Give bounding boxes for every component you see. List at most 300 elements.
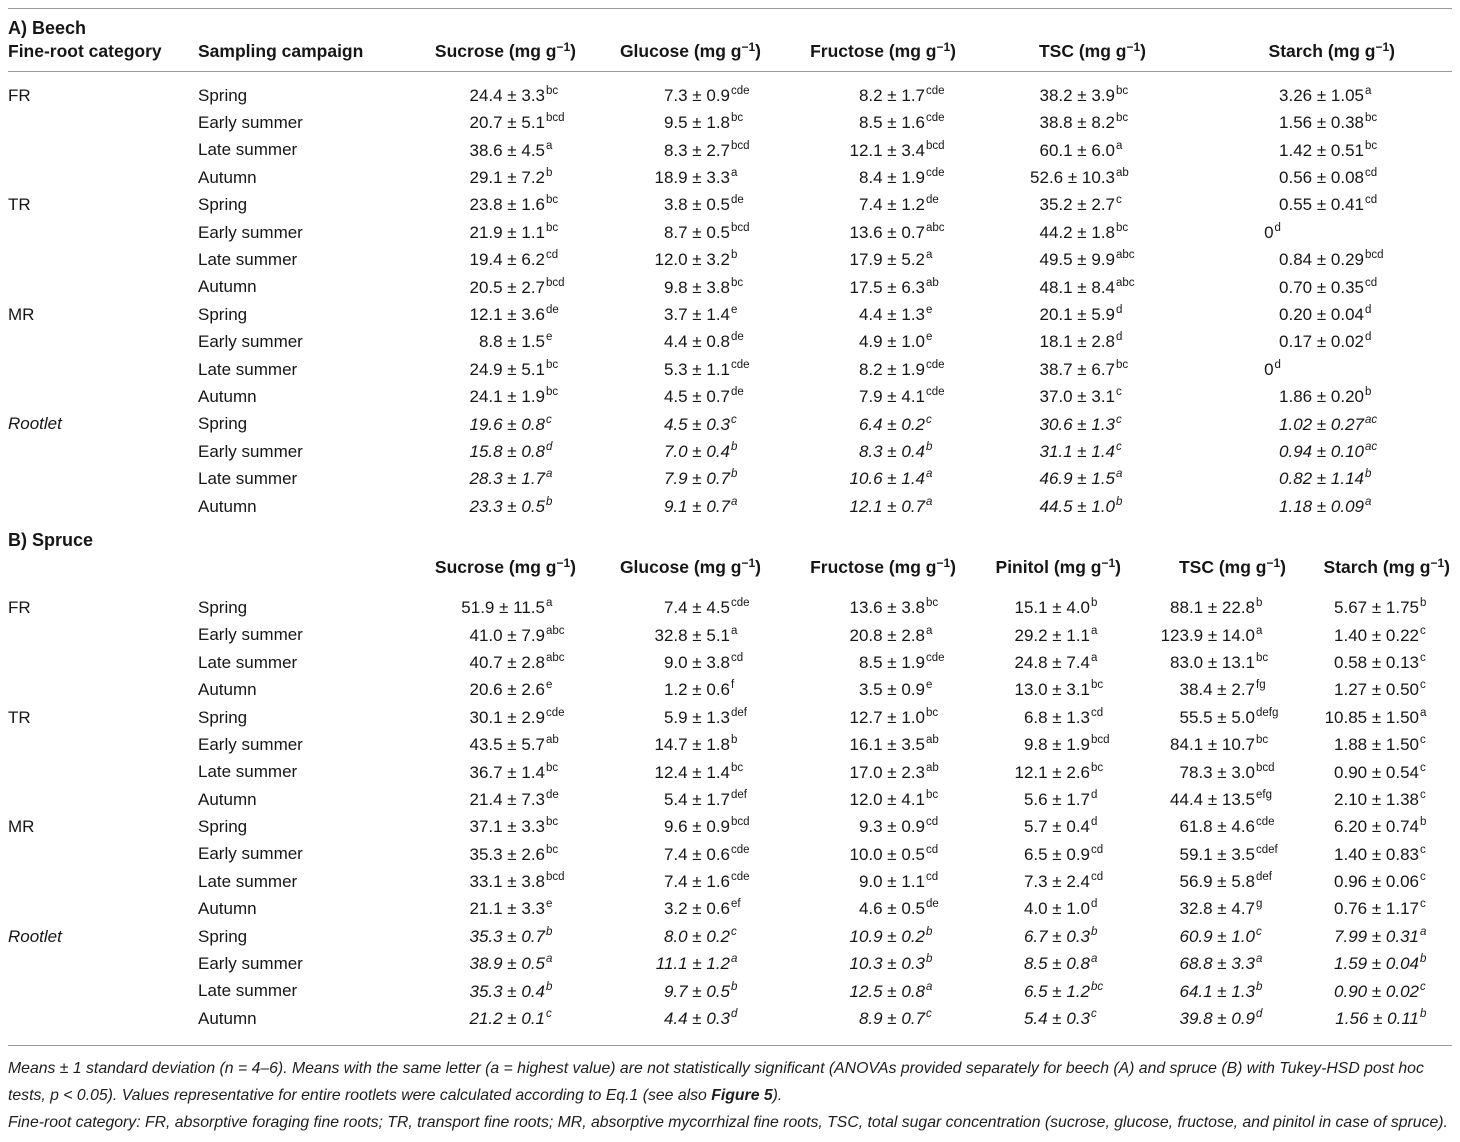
value-cell: 9.0 ± 1.1 cd — [763, 868, 958, 895]
significance-letter: b — [731, 980, 738, 993]
value-cell: 21.9 ± 1.1 bc — [403, 219, 578, 246]
significance-letter: a — [926, 624, 933, 637]
value-cell: 88.1 ± 22.8 b — [1123, 584, 1288, 621]
value-cell: 55.5 ± 5.0 defg — [1123, 704, 1288, 731]
significance-letter: ab — [926, 276, 939, 289]
value-cell: 10.85 ± 1.50 a — [1288, 704, 1452, 731]
significance-letter: de — [546, 304, 559, 317]
value-cell: 10.6 ± 1.4 a — [763, 465, 958, 492]
value-cell: 38.7 ± 6.7 bc — [958, 356, 1148, 383]
significance-letter: b — [1420, 597, 1427, 610]
value-cell: 33.1 ± 3.8 bcd — [403, 868, 578, 895]
significance-letter: def — [1256, 871, 1272, 884]
value-cell: 37.1 ± 3.3 bc — [403, 813, 578, 840]
value-cell: 7.4 ± 1.2 de — [763, 192, 958, 219]
value-cell: 8.0 ± 0.2 c — [578, 923, 763, 950]
sampling-campaign-cell: Autumn — [198, 1008, 257, 1028]
value-cell: 0.56 ± 0.08 cd — [1148, 164, 1452, 191]
sampling-campaign-cell: Early summer — [198, 954, 303, 974]
value-cell: 24.4 ± 3.3 bc — [403, 72, 578, 110]
significance-letter: d — [1116, 304, 1123, 317]
value-cell: 7.4 ± 4.5 cde — [578, 584, 763, 621]
value-cell: 0.90 ± 0.02 c — [1288, 978, 1452, 1005]
significance-letter: bc — [1116, 112, 1129, 125]
value-cell: 11.1 ± 1.2 a — [578, 950, 763, 977]
significance-letter: bc — [1365, 139, 1378, 152]
significance-letter: abc — [546, 624, 565, 637]
value-cell: 38.2 ± 3.9 bc — [958, 72, 1148, 110]
significance-letter: fg — [1256, 679, 1266, 692]
value-cell: 10.9 ± 0.2 b — [763, 923, 958, 950]
value-cell: 7.99 ± 0.31 a — [1288, 923, 1452, 950]
significance-letter: a — [546, 597, 553, 610]
significance-letter: cde — [926, 84, 945, 97]
value-cell: 0.55 ± 0.41 cd — [1148, 192, 1452, 219]
significance-letter: b — [1365, 386, 1372, 399]
fine-root-category-cell — [8, 978, 198, 1005]
column-header-fine-root-category: Fine-root category — [8, 41, 198, 72]
table-row — [8, 622, 1452, 649]
value-cell: 9.1 ± 0.7 a — [578, 493, 763, 520]
fine-root-category-cell — [8, 109, 198, 136]
significance-letter: cd — [731, 651, 744, 664]
significance-letter: b — [1256, 597, 1263, 610]
fine-root-category-cell: Rootlet — [8, 926, 62, 946]
value-cell: 3.26 ± 1.05 a — [1148, 72, 1452, 110]
fine-root-category-cell — [8, 137, 198, 164]
value-cell: 4.6 ± 0.5 de — [763, 896, 958, 923]
fine-root-category-cell: TR — [8, 195, 31, 215]
column-header-fructose: Fructose (mg $g^{-1}$) — [810, 556, 956, 578]
value-cell: 10.3 ± 0.3 b — [763, 950, 958, 977]
significance-letter: a — [1256, 624, 1263, 637]
significance-letter: bc — [1091, 980, 1104, 993]
significance-letter: c — [1420, 871, 1426, 884]
significance-letter: bc — [926, 788, 939, 801]
value-cell: 38.8 ± 8.2 bc — [958, 109, 1148, 136]
significance-letter: e — [731, 304, 738, 317]
spruce-table — [8, 553, 1452, 1032]
value-cell: 0.82 ± 1.14 b — [1148, 465, 1452, 492]
section-title-beech: A) Beech — [8, 18, 87, 38]
value-cell: 6.5 ± 0.9 cd — [958, 841, 1123, 868]
significance-letter: c — [1116, 386, 1122, 399]
value-cell: 7.4 ± 1.6 cde — [578, 868, 763, 895]
significance-letter: bc — [1091, 679, 1104, 692]
value-cell: 8.5 ± 0.8 a — [958, 950, 1123, 977]
top-divider — [8, 8, 1452, 9]
significance-letter: e — [926, 679, 933, 692]
significance-letter: c — [1116, 441, 1122, 453]
value-cell: 84.1 ± 10.7 bc — [1123, 731, 1288, 758]
footnote-abbreviations: Fine-root category: FR, absorptive foraging fine roots; TR, transport fine roots; MR, absorptive mycorrhizal fine roots, TSC, total sugar concentration (sucrose, glucose, fructose, and pinitol in case of spruce). — [8, 1113, 1448, 1131]
significance-letter: b — [1091, 925, 1098, 938]
significance-letter: abc — [1116, 249, 1135, 262]
significance-letter: cd — [926, 843, 939, 856]
value-cell: 16.1 ± 3.5 ab — [763, 731, 958, 758]
significance-letter: b — [546, 925, 553, 938]
table-row — [8, 301, 1452, 328]
significance-letter: bc — [1091, 761, 1104, 774]
value-cell: 1.86 ± 0.20 b — [1148, 383, 1452, 410]
value-cell: 8.5 ± 1.6 cde — [763, 109, 958, 136]
sampling-campaign-cell: Late summer — [198, 871, 298, 891]
value-cell: 6.8 ± 1.3 cd — [958, 704, 1123, 731]
table-row — [8, 896, 1452, 923]
value-cell: 35.3 ± 0.4 b — [403, 978, 578, 1005]
fine-root-category-cell — [8, 493, 198, 520]
value-cell: 40.7 ± 2.8 abc — [403, 649, 578, 676]
significance-letter: de — [731, 331, 744, 344]
value-cell: 7.3 ± 2.4 cd — [958, 868, 1123, 895]
significance-letter: cde — [731, 358, 750, 371]
significance-letter: b — [926, 925, 933, 938]
value-cell: 9.8 ± 1.9 bcd — [958, 731, 1123, 758]
significance-letter: de — [926, 194, 939, 207]
significance-letter: b — [1420, 953, 1427, 966]
value-cell: 68.8 ± 3.3 a — [1123, 950, 1288, 977]
value-cell: 12.0 ± 4.1 bc — [763, 786, 958, 813]
fine-root-category-cell — [8, 274, 198, 301]
significance-letter: cd — [1365, 167, 1378, 180]
significance-letter: c — [926, 413, 932, 426]
value-cell: 5.6 ± 1.7 d — [958, 786, 1123, 813]
value-cell: 44.2 ± 1.8 bc — [958, 219, 1148, 246]
significance-letter: b — [731, 734, 738, 747]
significance-letter: bc — [926, 597, 939, 610]
value-cell: 7.3 ± 0.9 cde — [578, 72, 763, 110]
significance-letter: d — [1256, 1008, 1263, 1021]
value-cell: 4.9 ± 1.0 e — [763, 329, 958, 356]
significance-letter: bcd — [546, 276, 565, 289]
significance-letter: a — [1256, 953, 1263, 966]
significance-letter: d — [1091, 898, 1098, 911]
table-row — [8, 246, 1452, 273]
significance-letter: g — [1256, 898, 1263, 911]
value-cell: 8.7 ± 0.5 bcd — [578, 219, 763, 246]
value-cell: 30.1 ± 2.9 cde — [403, 704, 578, 731]
significance-letter: c — [1420, 898, 1426, 911]
significance-letter: b — [1420, 816, 1427, 829]
significance-letter: bc — [731, 276, 744, 289]
fine-root-category-cell — [8, 465, 198, 492]
fine-root-category-cell: MR — [8, 304, 35, 324]
value-cell: 20.8 ± 2.8 a — [763, 622, 958, 649]
value-cell: 4.4 ± 0.8 de — [578, 329, 763, 356]
table-row — [8, 109, 1452, 136]
table-row — [8, 493, 1452, 520]
significance-letter: b — [926, 441, 933, 453]
column-header-sampling-campaign: Sampling campaign — [198, 41, 403, 72]
value-cell: 3.5 ± 0.9 e — [763, 676, 958, 703]
significance-letter: e — [546, 679, 553, 692]
table-row — [8, 584, 1452, 621]
significance-letter: a — [546, 139, 553, 152]
value-cell: 0.84 ± 0.29 bcd — [1148, 246, 1452, 273]
table-row — [8, 192, 1452, 219]
table-row — [8, 137, 1452, 164]
sampling-campaign-cell: Early summer — [198, 113, 303, 133]
significance-letter: bcd — [546, 871, 565, 884]
fine-root-category-cell: FR — [8, 85, 31, 105]
value-cell: 1.56 ± 0.38 bc — [1148, 109, 1452, 136]
value-cell: 29.2 ± 1.1 a — [958, 622, 1123, 649]
value-cell: 2.10 ± 1.38 c — [1288, 786, 1452, 813]
section-title-spruce: B) Spruce — [8, 530, 94, 551]
sampling-campaign-cell: Autumn — [198, 167, 257, 187]
value-cell: 3.7 ± 1.4 e — [578, 301, 763, 328]
value-cell: 44.4 ± 13.5 efg — [1123, 786, 1288, 813]
value-cell: 1.18 ± 0.09 a — [1148, 493, 1452, 520]
significance-letter: ab — [546, 734, 559, 747]
sampling-campaign-cell: Early summer — [198, 332, 303, 352]
value-cell: 8.9 ± 0.7 c — [763, 1005, 958, 1032]
significance-letter: a — [1091, 651, 1098, 664]
significance-letter: a — [546, 953, 553, 966]
column-header-blank-campaign — [198, 553, 403, 584]
column-header-starch: Starch (mg $g^{-1}$) — [1148, 41, 1452, 72]
value-cell: 21.4 ± 7.3 de — [403, 786, 578, 813]
sampling-campaign-cell: Late summer — [198, 250, 298, 270]
fine-root-category-cell — [8, 786, 198, 813]
value-cell: 17.9 ± 5.2 a — [763, 246, 958, 273]
table-row — [8, 731, 1452, 758]
significance-letter: c — [1420, 843, 1426, 856]
value-cell: 49.5 ± 9.9 abc — [958, 246, 1148, 273]
significance-letter: bcd — [926, 139, 945, 152]
significance-letter: f — [731, 679, 735, 692]
value-cell: 18.9 ± 3.3 a — [578, 164, 763, 191]
value-cell: 3.2 ± 0.6 ef — [578, 896, 763, 923]
significance-letter: cde — [731, 84, 750, 97]
fine-root-category-cell: MR — [8, 817, 35, 837]
significance-letter: cd — [1365, 194, 1378, 207]
value-cell: 52.6 ± 10.3 ab — [958, 164, 1148, 191]
fine-root-category-cell — [8, 841, 198, 868]
significance-letter: cd — [1365, 276, 1378, 289]
value-cell: 6.5 ± 1.2 bc — [958, 978, 1123, 1005]
significance-letter: a — [1091, 953, 1098, 966]
value-cell: 29.1 ± 7.2 b — [403, 164, 578, 191]
sampling-campaign-cell: Late summer — [198, 469, 298, 489]
significance-letter: de — [731, 386, 744, 399]
table-row — [8, 329, 1452, 356]
value-cell: 8.3 ± 2.7 bcd — [578, 137, 763, 164]
value-cell: 39.8 ± 0.9 d — [1123, 1005, 1288, 1032]
column-header-pinitol: Pinitol (mg $g^{-1}$) — [995, 556, 1121, 578]
significance-letter: bcd — [731, 816, 750, 829]
sampling-campaign-cell: Early summer — [198, 625, 303, 645]
table-row — [8, 274, 1452, 301]
significance-letter: cde — [731, 597, 750, 610]
value-cell: 8.2 ± 1.7 cde — [763, 72, 958, 110]
value-cell: 59.1 ± 3.5 cdef — [1123, 841, 1288, 868]
significance-letter: b — [1116, 495, 1123, 508]
value-cell: 9.0 ± 3.8 cd — [578, 649, 763, 676]
significance-letter: de — [926, 898, 939, 911]
value-cell: 9.6 ± 0.9 bcd — [578, 813, 763, 840]
significance-letter: c — [1420, 788, 1426, 801]
value-cell: 17.0 ± 2.3 ab — [763, 759, 958, 786]
significance-letter: bcd — [731, 221, 750, 234]
value-cell: 38.9 ± 0.5 a — [403, 950, 578, 977]
value-cell: 13.0 ± 3.1 bc — [958, 676, 1123, 703]
value-cell: 4.5 ± 0.7 de — [578, 383, 763, 410]
value-cell: 15.8 ± 0.8 d — [403, 438, 578, 465]
sampling-campaign-cell: Spring — [198, 85, 248, 105]
significance-letter: b — [731, 468, 738, 481]
significance-letter: a — [546, 468, 553, 481]
significance-letter: cd — [1091, 706, 1104, 719]
footnotes — [8, 1045, 1452, 1136]
sampling-campaign-cell: Late summer — [198, 140, 298, 160]
table-row — [8, 219, 1452, 246]
significance-letter: c — [1256, 925, 1262, 938]
significance-letter: b — [546, 495, 553, 508]
value-cell: 0.20 ± 0.04 d — [1148, 301, 1452, 328]
value-cell: 5.4 ± 1.7 def — [578, 786, 763, 813]
column-header-tsc: TSC (mg $g^{-1}$) — [1178, 556, 1286, 578]
significance-letter: a — [926, 249, 933, 262]
fine-root-category-cell — [8, 676, 198, 703]
fine-root-category-cell — [8, 329, 198, 356]
value-cell: 1.40 ± 0.83 c — [1288, 841, 1452, 868]
significance-letter: bc — [731, 112, 744, 125]
significance-letter: b — [731, 441, 738, 453]
value-cell: 5.4 ± 0.3 c — [958, 1005, 1123, 1032]
fine-root-category-cell — [8, 164, 198, 191]
value-cell: 8.8 ± 1.5 e — [403, 329, 578, 356]
sampling-campaign-cell: Spring — [198, 597, 248, 617]
value-cell: 1.59 ± 0.04 b — [1288, 950, 1452, 977]
value-cell: 9.8 ± 3.8 bc — [578, 274, 763, 301]
value-cell: 7.0 ± 0.4 b — [578, 438, 763, 465]
sampling-campaign-cell: Autumn — [198, 277, 257, 297]
significance-letter: c — [926, 1008, 932, 1021]
significance-letter: bc — [546, 194, 559, 207]
significance-letter: b — [1420, 1008, 1427, 1021]
significance-letter: b — [546, 980, 553, 993]
value-cell: 5.9 ± 1.3 def — [578, 704, 763, 731]
fine-root-category-cell: Rootlet — [8, 414, 62, 434]
significance-letter: a — [1116, 139, 1123, 152]
significance-letter: c — [1420, 624, 1426, 637]
value-cell: 38.6 ± 4.5 a — [403, 137, 578, 164]
significance-letter: a — [731, 953, 738, 966]
significance-letter: bcd — [1091, 734, 1110, 747]
value-cell: 21.1 ± 3.3 e — [403, 896, 578, 923]
column-header-glucose: Glucose (mg $g^{-1}$) — [578, 41, 763, 72]
significance-letter: bc — [731, 761, 744, 774]
table-figure — [0, 8, 1460, 1136]
value-cell: 37.0 ± 3.1 c — [958, 383, 1148, 410]
table-row — [8, 759, 1452, 786]
footnote-statistics — [8, 1055, 1452, 1109]
significance-letter: d — [1274, 358, 1281, 371]
significance-letter: bc — [546, 221, 559, 234]
significance-letter: ab — [1116, 167, 1129, 180]
significance-letter: bc — [546, 358, 559, 371]
sampling-campaign-cell: Late summer — [198, 981, 298, 1001]
significance-letter: ac — [1365, 441, 1378, 453]
fine-root-category-cell: TR — [8, 707, 31, 727]
value-cell: 12.1 ± 3.6 de — [403, 301, 578, 328]
value-cell: 9.3 ± 0.9 cd — [763, 813, 958, 840]
value-cell: 20.1 ± 5.9 d — [958, 301, 1148, 328]
sampling-campaign-cell: Late summer — [198, 359, 298, 379]
value-cell: 5.7 ± 0.4 d — [958, 813, 1123, 840]
significance-letter: de — [731, 194, 744, 207]
significance-letter: bc — [546, 843, 559, 856]
value-cell: 0.17 ± 0.02 d — [1148, 329, 1452, 356]
significance-letter: a — [731, 624, 738, 637]
value-cell: 35.3 ± 2.6 bc — [403, 841, 578, 868]
table-row — [8, 841, 1452, 868]
significance-letter: bcd — [731, 139, 750, 152]
significance-letter: d — [1274, 221, 1281, 234]
value-cell: 32.8 ± 5.1 a — [578, 622, 763, 649]
value-cell: 43.5 ± 5.7 ab — [403, 731, 578, 758]
significance-letter: defg — [1256, 706, 1279, 719]
value-cell: 46.9 ± 1.5 a — [958, 465, 1148, 492]
significance-letter: e — [926, 304, 933, 317]
significance-letter: cd — [926, 816, 939, 829]
significance-letter: de — [546, 788, 559, 801]
value-cell: 6.7 ± 0.3 b — [958, 923, 1123, 950]
value-cell: 1.42 ± 0.51 bc — [1148, 137, 1452, 164]
sampling-campaign-cell: Spring — [198, 414, 248, 434]
value-cell: 20.6 ± 2.6 e — [403, 676, 578, 703]
value-cell: 12.1 ± 2.6 bc — [958, 759, 1123, 786]
value-cell: 13.6 ± 3.8 bc — [763, 584, 958, 621]
sampling-campaign-cell: Autumn — [198, 386, 257, 406]
table-row — [8, 465, 1452, 492]
column-header-starch: Starch (mg $g^{-1}$) — [1323, 556, 1450, 578]
significance-letter: cde — [546, 706, 565, 719]
column-header-sucrose: Sucrose (mg $g^{-1}$) — [403, 41, 578, 72]
sampling-campaign-cell: Early summer — [198, 844, 303, 864]
significance-letter: cde — [1256, 816, 1275, 829]
value-cell: 5.67 ± 1.75 b — [1288, 584, 1452, 621]
table-row — [8, 813, 1452, 840]
table-row — [8, 356, 1452, 383]
value-cell: 78.3 ± 3.0 bcd — [1123, 759, 1288, 786]
value-cell: 17.5 ± 6.3 ab — [763, 274, 958, 301]
significance-letter: b — [1091, 597, 1098, 610]
significance-letter: c — [1116, 413, 1122, 426]
significance-letter: c — [1420, 651, 1426, 664]
value-cell: 1.2 ± 0.6 f — [578, 676, 763, 703]
significance-letter: b — [1256, 980, 1263, 993]
sampling-campaign-cell: Autumn — [198, 680, 257, 700]
significance-letter: d — [731, 1008, 738, 1021]
significance-letter: bc — [546, 84, 559, 97]
value-cell: 0.94 ± 0.10 ac — [1148, 438, 1452, 465]
value-cell: 7.4 ± 0.6 cde — [578, 841, 763, 868]
value-cell: 4.0 ± 1.0 d — [958, 896, 1123, 923]
significance-letter: c — [1420, 980, 1426, 993]
significance-letter: cde — [926, 358, 945, 371]
significance-letter: cde — [926, 167, 945, 180]
table-row — [8, 411, 1452, 438]
value-cell: 0.90 ± 0.54 c — [1288, 759, 1452, 786]
table-row — [8, 676, 1452, 703]
value-cell: 9.7 ± 0.5 b — [578, 978, 763, 1005]
significance-letter: cde — [926, 651, 945, 664]
column-header-sucrose: Sucrose (mg $g^{-1}$) — [434, 556, 576, 578]
value-cell: 0 d — [1264, 358, 1281, 379]
value-cell: 35.2 ± 2.7 c — [958, 192, 1148, 219]
